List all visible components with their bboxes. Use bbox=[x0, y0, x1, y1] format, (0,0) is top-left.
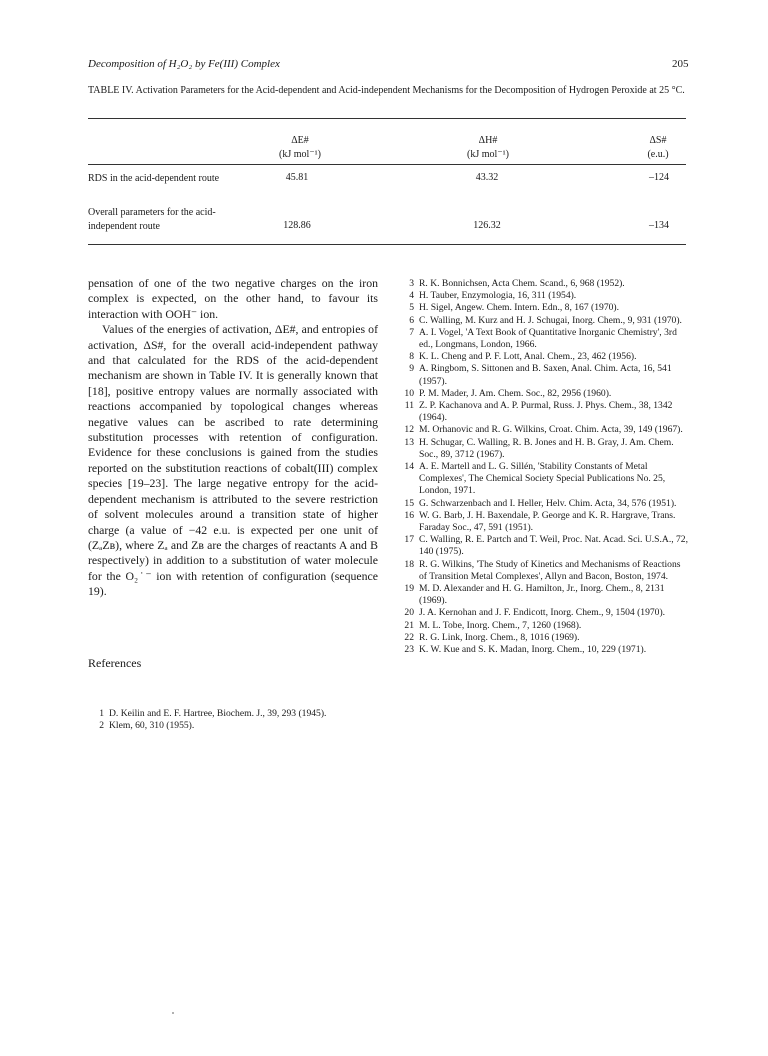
reference-text: K. W. Kue and S. K. Madan, Inorg. Chem., 10, 229 (1971). bbox=[419, 644, 647, 656]
reference-text: Z. P. Kachanova and A. P. Purmal, Russ. J. Phys. Chem., 38, 1342 (1964). bbox=[419, 400, 673, 424]
body-paragraph: Values of the energies of activation, ΔE#, and entropies of activation, ΔS#, for the overall acid-independent pathway and that calculated for the RDS of the acid-dependent mechanism are shown in Table IV. It is generally known that [18], positive entropy values are normally associated with reactions accompanied by topological changes whereas negative values can be ascribed to rate determining substitution processes with retention of configuration. Evidence for these conclusions is gained from the studies reported on the substitution reactions of cobalt(III) complex species [19–23]. The large negative entropy for the acid-dependent mechanism is attributed to the severe restriction of solvent molecules around a transition state of higher charge (a value of −42 e.u. is expected per one unit of (ZₐZʙ), where Zₐ and Zʙ are the charges of reactants A and B respectively) in addition to a substitution of water molecule for the O₂˙⁻ ion with retention of configuration (sequence 19). bbox=[88, 322, 378, 599]
reference-text: R. G. Wilkins, 'The Study of Kinetics and Mechanisms of Reactions of Transition Metal Complexes', Allyn and Bacon, Boston, 1974. bbox=[419, 558, 681, 582]
col-header-symbol: ΔH# bbox=[478, 135, 498, 146]
reference-number: 7 bbox=[409, 326, 414, 338]
reference-item bbox=[398, 510, 688, 534]
reference-item bbox=[398, 278, 688, 290]
reference-item bbox=[398, 644, 688, 656]
reference-text: A. I. Vogel, 'A Text Book of Quantitative Inorganic Chemistry', 3rd ed., Longmans, London, 1966. bbox=[419, 326, 677, 351]
reference-text: K. L. Cheng and P. F. Lott, Anal. Chem., 23, 462 (1956). bbox=[419, 351, 637, 363]
reference-item bbox=[398, 290, 688, 302]
reference-number: 3 bbox=[409, 278, 414, 289]
reference-text: M. D. Alexander and H. G. Hamilton, Jr., Inorg. Chem., 8, 2131 (1969). bbox=[419, 583, 665, 607]
reference-item bbox=[398, 534, 688, 558]
reference-item bbox=[398, 583, 688, 607]
reference-text: H. Sigel, Angew. Chem. Intern. Edn., 8, 167 (1970). bbox=[419, 302, 620, 314]
reference-item bbox=[398, 461, 688, 498]
reference-text: M. Orhanovic and R. G. Wilkins, Croat. Chim. Acta, 39, 149 (1967). bbox=[419, 424, 683, 436]
reference-number: 16 bbox=[404, 509, 414, 521]
reference-text: D. Keilin and E. F. Hartree, Biochem. J., 39, 293 (1945). bbox=[109, 708, 327, 719]
reference-number: 4 bbox=[409, 290, 414, 302]
reference-number: 22 bbox=[404, 631, 414, 643]
reference-number: 18 bbox=[404, 558, 414, 570]
table-cell: 128.86 bbox=[283, 220, 311, 231]
reference-number: 2 bbox=[99, 720, 104, 732]
reference-number: 19 bbox=[404, 583, 414, 595]
reference-text: W. G. Barb, J. H. Baxendale, P. George and K. R. Hargrave, Trans. Faraday Soc., 47, 591 (1951). bbox=[419, 509, 676, 534]
col-header-symbol: ΔE# bbox=[291, 135, 309, 146]
running-header-title: Decomposition of H₂O₂ by Fe(III) Complex bbox=[88, 58, 280, 70]
table-cell: –134 bbox=[649, 220, 669, 231]
reference-item bbox=[398, 437, 688, 461]
references-right bbox=[398, 278, 688, 656]
reference-item bbox=[398, 632, 688, 644]
col-header-unit: (kJ mol⁻¹) bbox=[467, 149, 509, 160]
col-header-delta-s bbox=[628, 134, 688, 162]
reference-item bbox=[398, 315, 688, 327]
reference-text: C. Walling, R. E. Partch and T. Weil, Proc. Nat. Acad. Sci. U.S.A., 72, 140 (1975). bbox=[419, 534, 689, 558]
table-top-rule bbox=[88, 118, 686, 119]
reference-text: A. Ringbom, S. Sittonen and B. Saxen, Anal. Chim. Acta, 16, 541 (1957). bbox=[419, 363, 672, 387]
reference-item bbox=[88, 708, 378, 720]
reference-text: P. M. Mader, J. Am. Chem. Soc., 82, 2956 (1960). bbox=[419, 387, 612, 399]
reference-item bbox=[398, 302, 688, 314]
reference-number: 11 bbox=[404, 400, 414, 412]
body-paragraph: pensation of one of the two negative charges on the iron complex is expected, on the other hand, to favour its interaction with OOH⁻ ion. bbox=[88, 276, 378, 321]
reference-number: 1 bbox=[99, 708, 104, 719]
reference-item bbox=[398, 424, 688, 436]
table-caption: TABLE IV. Activation Parameters for the Acid-dependent and Acid-independent Mechanisms for the Decomposition of Hydrogen Peroxide at 25 °C. bbox=[88, 85, 685, 96]
reference-number: 12 bbox=[404, 424, 414, 436]
table-cell: 43.32 bbox=[475, 172, 499, 183]
reference-text: R. K. Bonnichsen, Acta Chem. Scand., 6, 968 (1952). bbox=[419, 278, 625, 289]
col-header-unit: (kJ mol⁻¹) bbox=[279, 149, 321, 160]
reference-item bbox=[398, 620, 688, 632]
table-header-rule bbox=[88, 164, 686, 165]
table-row-label: Overall parameters for the acid-independent route bbox=[88, 207, 216, 232]
table-bottom-rule bbox=[88, 244, 686, 245]
reference-item bbox=[398, 498, 688, 510]
reference-number: 23 bbox=[404, 644, 414, 656]
table-cell: –124 bbox=[649, 172, 669, 183]
reference-item bbox=[398, 607, 688, 619]
col-header-unit: (e.u.) bbox=[647, 149, 669, 160]
reference-text: A. E. Martell and L. G. Sillén, 'Stability Constants of Metal Complexes', The Chemical Society Special Publications No. 25, London, 1971. bbox=[419, 461, 666, 497]
reference-number: 15 bbox=[404, 497, 414, 509]
table-row-label: RDS in the acid-dependent route bbox=[88, 173, 220, 184]
reference-item bbox=[398, 388, 688, 400]
reference-item bbox=[398, 327, 688, 351]
reference-number: 6 bbox=[409, 314, 414, 326]
reference-item bbox=[88, 720, 378, 732]
reference-number: 21 bbox=[404, 619, 414, 631]
reference-item bbox=[398, 559, 688, 583]
table-cell: 45.81 bbox=[285, 172, 309, 183]
reference-number: 17 bbox=[404, 534, 414, 546]
reference-text: G. Schwarzenbach and I. Heller, Helv. Chim. Acta, 34, 576 (1951). bbox=[419, 497, 677, 509]
body-text bbox=[88, 276, 378, 600]
reference-text: M. L. Tobe, Inorg. Chem., 7, 1260 (1968). bbox=[419, 619, 582, 631]
reference-number: 20 bbox=[404, 607, 414, 619]
reference-number: 10 bbox=[404, 387, 414, 399]
reference-text: H. Tauber, Enzymologia, 16, 311 (1954). bbox=[419, 290, 577, 302]
col-header-delta-h bbox=[448, 134, 528, 162]
reference-text: C. Walling, M. Kurz and H. J. Schugai, Inorg. Chem., 9, 931 (1970). bbox=[419, 314, 682, 326]
reference-item bbox=[398, 351, 688, 363]
reference-number: 14 bbox=[404, 461, 414, 473]
reference-text: Klem, 60, 310 (1955). bbox=[109, 720, 195, 732]
reference-text: H. Schugar, C. Walling, R. B. Jones and H. B. Gray, J. Am. Chem. Soc., 89, 3712 (1967). bbox=[419, 436, 674, 460]
table-cell: 126.32 bbox=[473, 220, 501, 231]
reference-number: 8 bbox=[409, 351, 414, 363]
col-header-delta-e bbox=[260, 134, 340, 162]
reference-text: R. G. Link, Inorg. Chem., 8, 1016 (1969). bbox=[419, 631, 580, 643]
page-speck bbox=[172, 1012, 174, 1014]
references-heading: References bbox=[88, 656, 142, 670]
reference-number: 5 bbox=[409, 302, 414, 314]
page-number: 205 bbox=[672, 58, 689, 70]
reference-text: J. A. Kernohan and J. F. Endicott, Inorg. Chem., 9, 1504 (1970). bbox=[419, 607, 666, 619]
reference-item bbox=[398, 363, 688, 387]
col-header-symbol: ΔS# bbox=[649, 135, 667, 146]
reference-item bbox=[398, 400, 688, 424]
reference-number: 13 bbox=[404, 436, 414, 448]
reference-number: 9 bbox=[409, 363, 414, 375]
references-left bbox=[88, 708, 378, 732]
